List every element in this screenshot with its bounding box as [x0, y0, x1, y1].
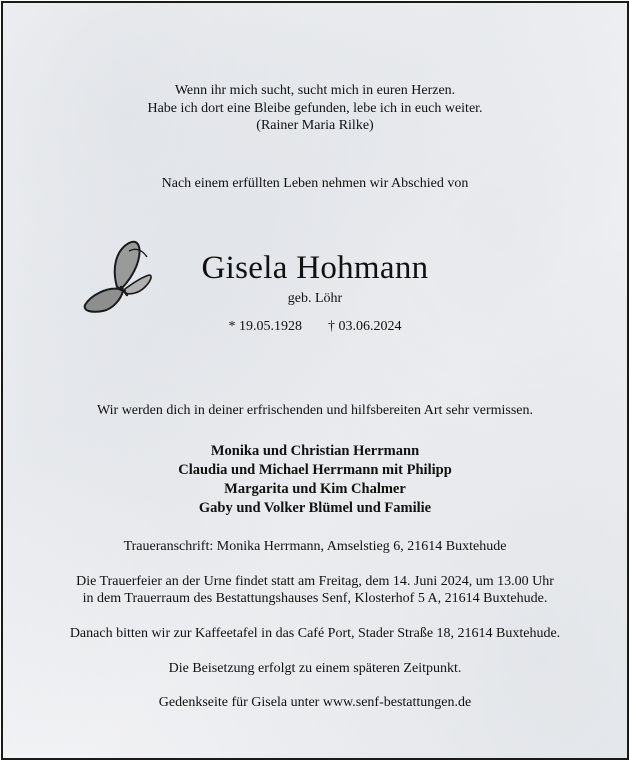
- intro-text: Nach einem erfüllten Leben nehmen wir Abschied von: [161, 176, 469, 191]
- mourner-line: Gaby und Volker Blümel und Familie: [198, 500, 432, 516]
- burial-note: Die Beisetzung erfolgt zu einem späteren Zeitpunkt.: [168, 661, 462, 676]
- obituary-card: [1, 1, 629, 760]
- ceremony-line-1: Die Trauerfeier an der Urne findet statt am Freitag, dem 14. Juni 2024, um 13.00 Uhr: [76, 574, 554, 589]
- quote-author: (Rainer Maria Rilke): [256, 118, 374, 133]
- mourner-line: Monika und Christian Herrmann: [210, 443, 420, 459]
- coffee-invitation: Danach bitten wir zur Kaffeetafel in das Café Port, Stader Straße 18, 21614 Buxtehude.: [69, 626, 561, 641]
- ceremony-line-2: in dem Trauerraum des Bestattungshauses Senf, Klosterhof 5 A, 21614 Buxtehude.: [82, 591, 548, 606]
- birth-name: geb. Löhr: [287, 291, 343, 306]
- deceased-name: Gisela Hohmann: [201, 250, 429, 286]
- life-dates: [3, 318, 627, 335]
- memorial-page-link[interactable]: Gedenkseite für Gisela unter www.senf-bestattungen.de: [158, 695, 472, 710]
- tribute-text: Wir werden dich in deiner erfrischenden und hilfsbereiten Art sehr vermissen.: [96, 403, 533, 418]
- death-date: † 03.06.2024: [328, 319, 402, 334]
- quote-line-1: Wenn ihr mich sucht, sucht mich in euren Herzen.: [174, 83, 456, 98]
- mourning-address: Traueranschrift: Monika Herrmann, Amselstieg 6, 21614 Buxtehude: [123, 539, 507, 554]
- quote-line-2: Habe ich dort eine Bleibe gefunden, lebe ich in euch weiter.: [147, 101, 483, 116]
- mourner-line: Claudia und Michael Herrmann mit Philipp: [178, 462, 452, 478]
- birth-date: * 19.05.1928: [228, 319, 302, 334]
- mourner-line: Margarita und Kim Chalmer: [224, 481, 406, 497]
